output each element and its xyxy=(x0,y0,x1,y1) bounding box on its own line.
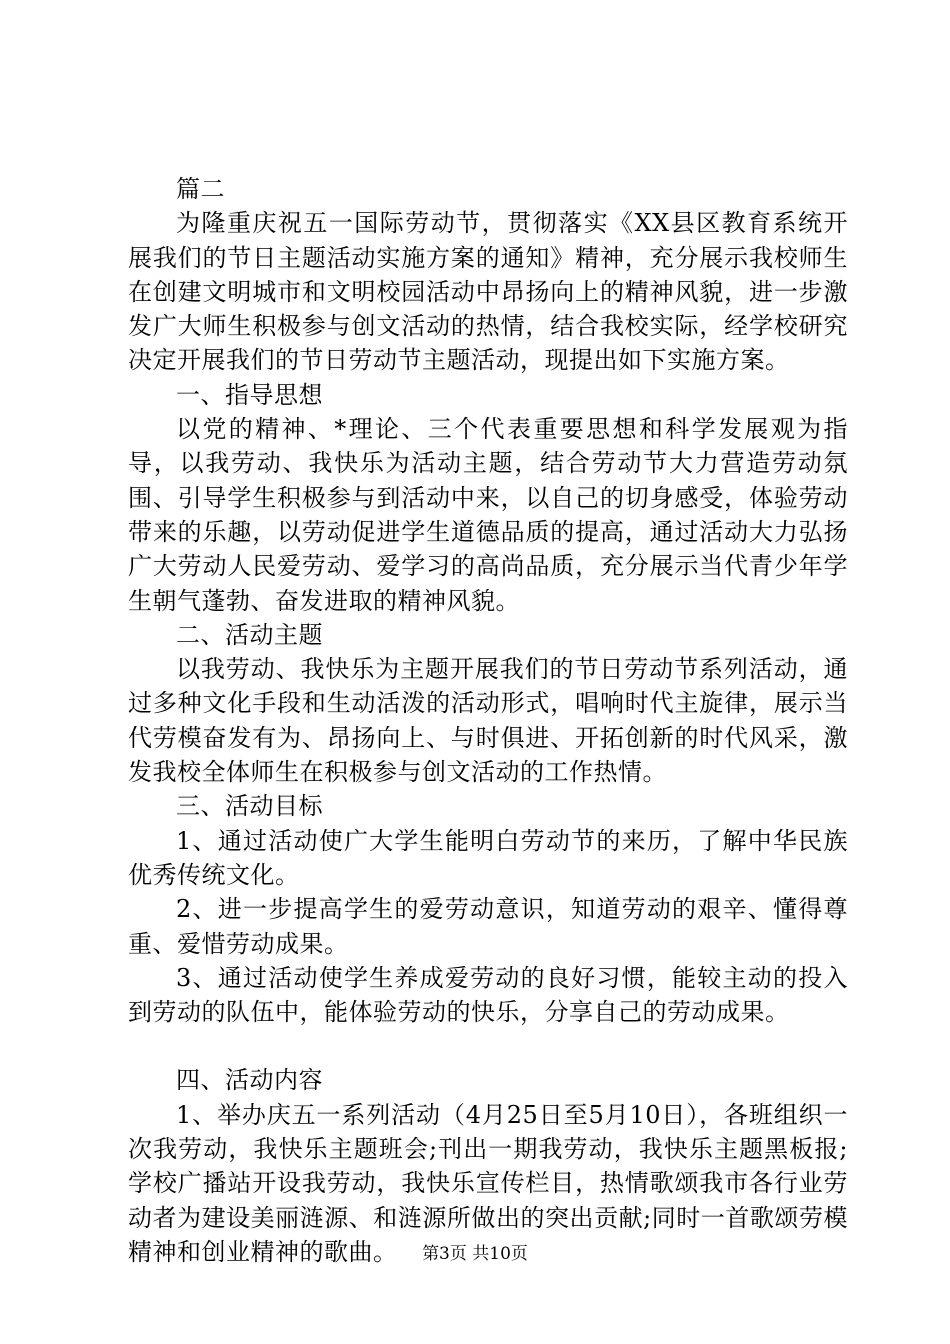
heading-activity-goals: 三、活动目标 xyxy=(176,792,323,821)
goal-item-2: 2、进一步提高学生的爱劳动意识，知道劳动的艰辛、懂得尊重、爱惜劳动成果。 xyxy=(128,895,848,958)
page-number-footer: 第3页 共10页 xyxy=(422,1244,528,1264)
paragraph-guiding-ideology: 以党的精神、*理论、三个代表重要思想和科学发展观为指导，以我劳动、我快乐为活动主题，结合劳动节大力营造劳动氛围、引导学生积极参与到活动中来，以自己的切身感受，体验劳动带来的乐趣，以劳动促进学生道德品质的提高，通过活动大力弘扬广大劳动人民爱劳动、爱学习的高尚品质，充分展示当代青少年学生朝气蓬勃、奋发进取的精神风貌。 xyxy=(128,415,848,615)
heading-activity-content: 四、活动内容 xyxy=(176,1066,323,1095)
heading-activity-theme: 二、活动主题 xyxy=(176,620,323,649)
heading-guiding-ideology: 一、指导思想 xyxy=(176,380,323,409)
content-item-1: 1、举办庆五一系列活动（4月25日至5月10日），各班组织一次我劳动，我快乐主题班会;刊出一期我劳动，我快乐主题黑板报;学校广播站开设我劳动，我快乐宣传栏目，热情歌颂我市各行业劳动者为建设美丽涟源、和涟源所做出的突出贡献;同时一首歌颂劳模精神和创业精神的歌曲。 xyxy=(128,1100,848,1266)
paragraph-activity-theme: 以我劳动、我快乐为主题开展我们的节日劳动节系列活动，通过多种文化手段和生动活泼的活动形式，唱响时代主旋律，展示当代劳模奋发有为、昂扬向上、与时俱进、开拓创新的时代风采，激发我校全体师生在积极参与创文活动的工作热情。 xyxy=(128,655,848,787)
section-title-pian-er: 篇二 xyxy=(176,175,225,203)
goal-item-1: 1、通过活动使广大学生能明白劳动节的来历，了解中华民族优秀传统文化。 xyxy=(128,826,848,889)
document-body xyxy=(128,172,848,1269)
intro-paragraph: 为隆重庆祝五一国际劳动节，贯彻落实《XX县区教育系统开展我们的节日主题活动实施方案的通知》精神，充分展示我校师生在创建文明城市和文明校园活动中昂扬向上的精神风貌，进一步激发广大师生积极参与创文活动的热情，结合我校实际，经学校研究决定开展我们的节日劳动节主题活动，现提出如下实施方案。 xyxy=(128,209,848,375)
goal-item-3: 3、通过活动使学生养成爱劳动的良好习惯，能较主动的投入到劳动的队伍中，能体验劳动的快乐，分享自己的劳动成果。 xyxy=(128,963,848,1027)
